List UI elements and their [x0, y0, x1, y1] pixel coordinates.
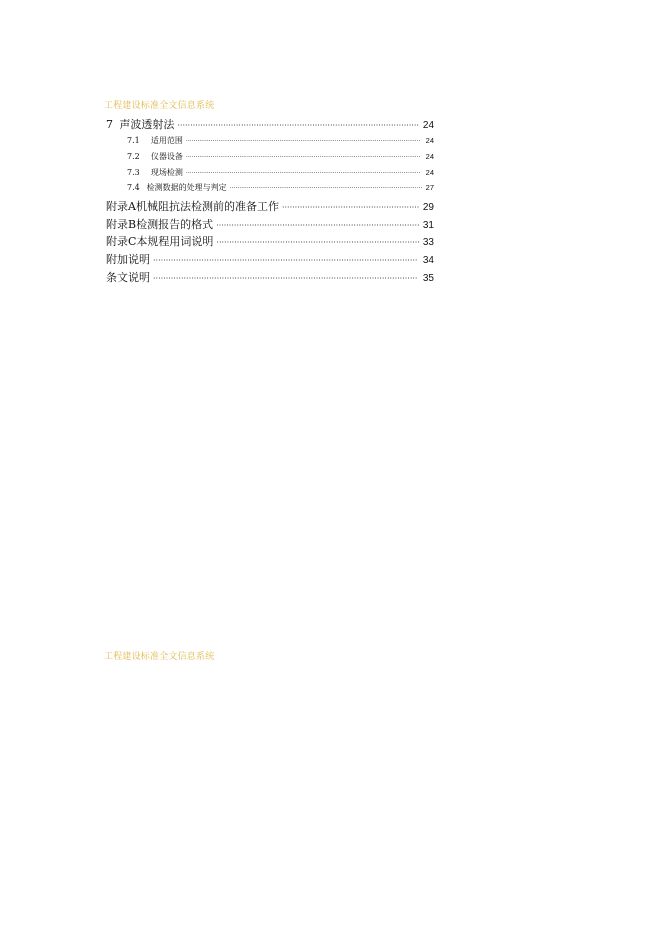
toc-number: 附录B	[106, 218, 137, 231]
toc-title: 现场检测	[150, 168, 183, 177]
toc-page-number: 24	[425, 136, 434, 145]
toc-leader-dots	[216, 221, 420, 231]
toc-title: 条文说明	[106, 271, 150, 284]
toc-number: 7.2	[127, 152, 140, 161]
toc-leader-dots	[216, 238, 419, 248]
toc-number: 7.1	[127, 136, 140, 145]
toc-appendix-b[interactable]	[106, 216, 434, 232]
toc-appendix-c[interactable]	[106, 233, 434, 249]
toc-leader-dots	[177, 121, 419, 131]
toc-section-7-1[interactable]	[127, 135, 434, 146]
toc-leader-dots	[153, 256, 418, 266]
toc-page-number: 24	[425, 168, 434, 177]
toc-leader-dots	[230, 185, 422, 192]
toc-page-number: 33	[422, 237, 434, 248]
toc-number: 7.3	[127, 168, 140, 177]
toc-appendix-a[interactable]	[106, 198, 434, 214]
toc-title: 适用范围	[150, 136, 183, 145]
toc-page-number: 27	[425, 183, 434, 192]
toc-number: 附录C	[106, 235, 137, 248]
toc-section-7-2[interactable]	[127, 151, 434, 162]
toc-page-number: 24	[422, 120, 435, 131]
toc-title: 检测数据的处理与判定	[146, 183, 227, 192]
toc-leader-dots	[186, 154, 420, 161]
toc-title: 机械阻抗法检测前的准备工作	[135, 200, 279, 213]
toc-number: 7.4	[127, 183, 140, 192]
toc-leader-dots	[153, 274, 418, 284]
toc-page-number: 35	[422, 273, 434, 284]
toc-section-7-3[interactable]	[127, 167, 434, 178]
toc-title: 仪器设备	[150, 152, 183, 161]
watermark-top: 工程建设标准全文信息系统	[104, 101, 215, 111]
toc-page-number: 29	[422, 202, 434, 213]
toc-section-7-4[interactable]	[127, 182, 434, 193]
toc-chapter-7[interactable]	[106, 116, 434, 132]
toc-leader-dots	[186, 138, 420, 145]
toc-additional-notes[interactable]	[106, 251, 434, 267]
toc-title: 声波透射法	[119, 118, 175, 131]
toc-page-number: 31	[422, 220, 434, 231]
toc-title: 检测报告的格式	[136, 218, 214, 231]
toc-title: 本规程用词说明	[136, 235, 214, 248]
toc-leader-dots	[282, 203, 420, 213]
toc-number: 附录A	[106, 200, 136, 213]
toc-clause-explanation[interactable]	[106, 269, 434, 285]
toc-page-number: 34	[422, 255, 434, 266]
toc-number: 7	[106, 118, 113, 131]
toc-page-number: 24	[425, 152, 434, 161]
toc-leader-dots	[186, 170, 420, 177]
toc-title: 附加说明	[106, 253, 150, 266]
watermark-bottom: 工程建设标准全文信息系统	[104, 652, 215, 662]
